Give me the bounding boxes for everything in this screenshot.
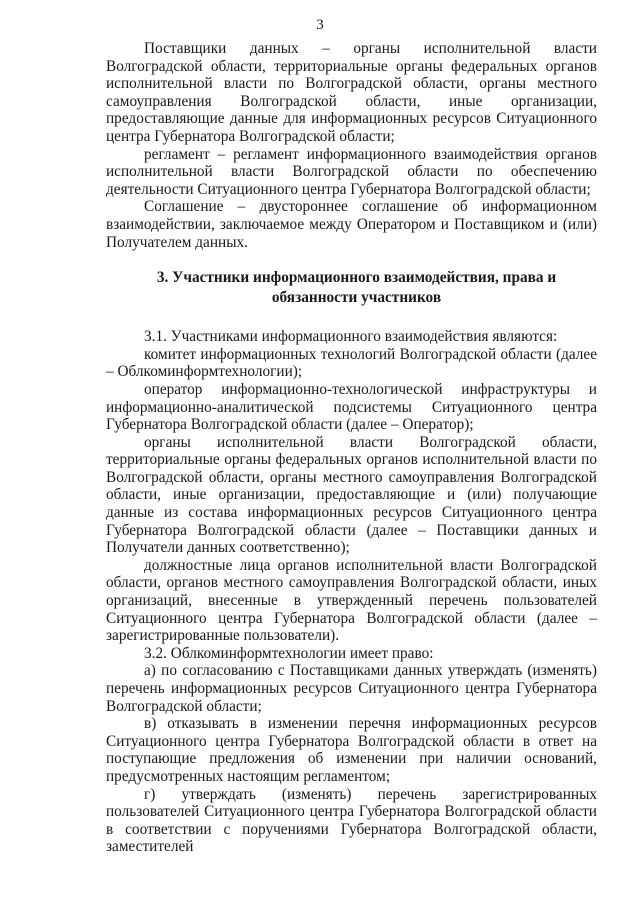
paragraph: г) утверждать (изменять) перечень зарегистрированных пользователей Ситуационного центра Губернатора Волгоградской области в соответствии с поручениями Губернатора Волгоградской области, заместителей <box>106 785 597 856</box>
section-heading-line: обязанности участников <box>271 289 442 307</box>
paragraph: органы исполнительной власти Волгоградской области, территориальные органы федеральных органов исполнительной власти по Волгоградской области, органы местного самоуправления Волгоградской области, иные организации, предоставляющие и (или) получающие данные из состава информационных ресурсов Ситуационного центра Губернатора Волгоградской области (далее – Поставщики данных и Получатели данных соответственно); <box>106 433 597 557</box>
paragraph: а) по согласованию с Поставщиками данных утверждать (изменять) перечень информационных ресурсов Ситуационного центра Губернатора Волгоградской области; <box>106 662 597 715</box>
paragraph: 3.2. Облкоминформтехнологии имеет право: <box>144 644 434 662</box>
paragraph: должностные лица органов исполнительной власти Волгоградской области, органов местного самоуправления Волгоградской области, иных организаций, внесенные в утвержденный перечень пользователей Ситуационного центра Губернатора Волгоградской области (далее – зарегистрированные пользователи). <box>106 556 597 645</box>
paragraph: 3.1. Участниками информационного взаимодействия являются: <box>144 328 558 346</box>
paragraph: в) отказывать в изменении перечня информационных ресурсов Ситуационного центра Губернатора Волгоградской области в ответ на поступающие предложения об изменении при наличии оснований, предусмотренных настоящим регламентом; <box>106 715 597 785</box>
section-heading <box>106 268 597 308</box>
document-body <box>106 40 597 856</box>
paragraph: комитет информационных технологий Волгоградской области (далее – Облкоминформтехнологии); <box>106 345 597 381</box>
paragraph: Поставщики данных – органы исполнительной власти Волгоградской области, территориальные органы федеральных органов исполнительной власти по Волгоградской области, органы местного самоуправления Волгоградской области, иные организации, предоставляющие данные для информационных ресурсов Ситуационного центра Губернатора Волгоградской области; <box>106 40 597 145</box>
paragraph: регламент – регламент информационного взаимодействия органов исполнительной власти Волгоградской области по обеспечению деятельности Ситуационного центра Губернатора Волгоградской области; <box>106 145 597 198</box>
paragraph: оператор информационно-технологической инфраструктуры и информационно-аналитической подсистемы Ситуационного центра Губернатора Волгоградской области (далее – Оператор); <box>106 380 597 434</box>
page-number: 3 <box>316 17 324 33</box>
section-heading-line: 3. Участники информационного взаимодействия, права и <box>156 269 557 287</box>
paragraph: Соглашение – двустороннее соглашение об информационном взаимодействии, заключаемое между Оператором и Поставщиком и (или) Получателем данных. <box>106 198 597 251</box>
